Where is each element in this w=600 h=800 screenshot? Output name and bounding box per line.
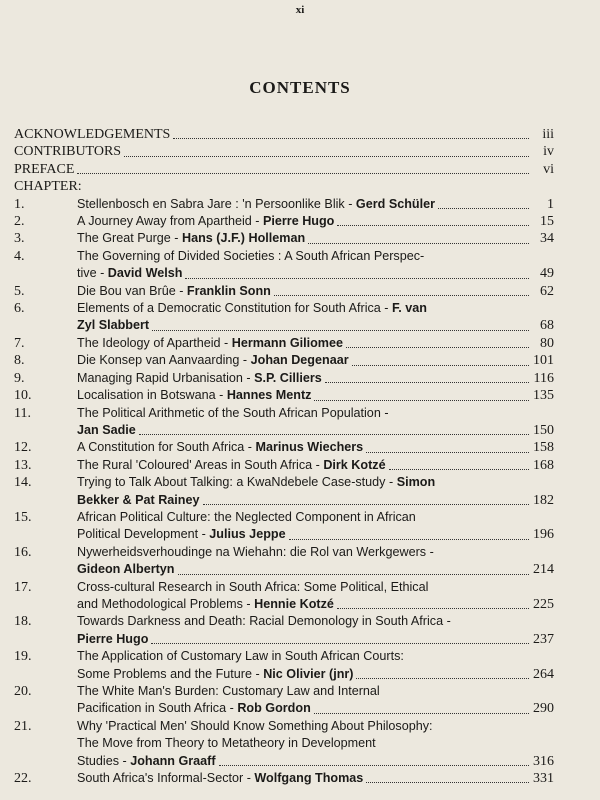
- chapter-page: 237: [533, 631, 554, 647]
- chapter-title: Political Development - Julius Jeppe: [77, 527, 286, 542]
- chapter-title: Localisation in Botswana - Hannes Mentz: [77, 388, 312, 403]
- chapter-number: 9.: [14, 370, 25, 386]
- table-of-contents: [14, 126, 554, 787]
- chapter-list: [14, 196, 554, 788]
- chapter-entry-line: [14, 579, 554, 596]
- chapter-title: Nywerheidsverhoudinge na Wiehahn: die Rol van Werkgewers -: [77, 544, 434, 559]
- chapter-entry: [14, 492, 554, 509]
- chapter-page: 34: [540, 231, 554, 247]
- chapter-author: Simon: [396, 475, 436, 490]
- chapter-author: Pierre Hugo: [77, 631, 149, 646]
- chapter-title: Cross-cultural Research in South Africa: Some Political, Ethical: [77, 579, 429, 594]
- chapter-author: Hermann Giliomee: [231, 335, 344, 350]
- chapter-author: Dirk Kotzé: [323, 457, 386, 472]
- dot-leader: [314, 400, 529, 401]
- chapter-title: A Journey Away from Apartheid - Pierre Hugo: [77, 214, 335, 229]
- chapter-entry: [14, 230, 554, 247]
- chapter-author: Gerd Schüler: [355, 196, 436, 211]
- chapter-author: Johann Graaff: [130, 753, 216, 768]
- chapter-title: The Political Arithmetic of the South African Population -: [77, 405, 389, 420]
- dot-leader: [308, 243, 529, 244]
- chapter-author: Hannes Mentz: [226, 388, 312, 403]
- dot-leader: [178, 574, 530, 575]
- dot-leader: [151, 643, 529, 644]
- chapter-entry: [14, 387, 554, 404]
- entry-label: PREFACE: [14, 161, 75, 177]
- chapter-title: South Africa's Informal-Sector - Wolfgang Thomas: [77, 771, 364, 786]
- chapter-number: 3.: [14, 231, 25, 247]
- chapter-title: Pacification in South Africa - Rob Gordon: [77, 701, 311, 716]
- chapter-author: S.P. Cilliers: [254, 370, 322, 385]
- dot-leader: [152, 330, 529, 331]
- chapter-page: 264: [533, 666, 554, 682]
- chapter-entry: [14, 422, 554, 439]
- chapter-entry-line: [14, 509, 554, 526]
- chapter-number: 13.: [14, 457, 32, 473]
- chapter-title: Die Bou van Brûe - Franklin Sonn: [77, 283, 271, 298]
- front-matter: [14, 126, 554, 178]
- chapter-entry-line: [14, 248, 554, 265]
- chapter-title: [77, 631, 148, 648]
- chapter-page: 135: [533, 388, 554, 404]
- chapter-title: The White Man's Burden: Customary Law and Internal: [77, 684, 380, 698]
- chapter-author: Pierre Hugo: [262, 214, 335, 229]
- chapter-author: F. van: [391, 301, 427, 316]
- dot-leader: [337, 608, 529, 609]
- dot-leader: [352, 365, 529, 366]
- chapter-title: Towards Darkness and Death: Racial Demonology in South Africa -: [77, 614, 451, 629]
- chapter-entry: [14, 700, 554, 717]
- dot-leader: [438, 208, 529, 209]
- chapter-number: 22.: [14, 771, 32, 787]
- dot-leader: [314, 713, 529, 714]
- chapter-author: Johan Degenaar: [250, 353, 349, 368]
- dot-leader: [366, 452, 529, 453]
- chapter-entry: [14, 770, 554, 787]
- chapter-author: Bekker & Pat Rainey: [77, 492, 200, 507]
- page-title: CONTENTS: [249, 78, 351, 97]
- chapter-title: [77, 422, 136, 439]
- chapter-entry: [14, 457, 554, 474]
- chapter-page: 182: [533, 492, 554, 508]
- chapter-number: 14.: [14, 475, 32, 491]
- chapter-entry: [14, 213, 554, 230]
- chapter-number: 2.: [14, 214, 25, 230]
- chapter-entry-line: [14, 300, 554, 317]
- chapter-title: Trying to Talk About Talking: a KwaNdebele Case-study - Simon: [77, 475, 436, 490]
- chapter-entry: [14, 439, 554, 456]
- chapter-page: 168: [533, 457, 554, 473]
- chapter-page: 196: [533, 527, 554, 543]
- entry-page: iii: [542, 127, 554, 142]
- chapter-entry-line: [14, 474, 554, 491]
- chapter-title: [77, 317, 149, 334]
- chapter-author: Gideon Albertyn: [77, 562, 175, 577]
- toc-entry: [14, 161, 554, 178]
- chapter-number: 7.: [14, 335, 25, 351]
- dot-leader: [139, 434, 529, 435]
- chapter-author: Nic Olivier (jnr): [263, 666, 354, 681]
- chapter-entry-line: [14, 648, 554, 665]
- chapter-entry: [14, 317, 554, 334]
- chapter-number: 4.: [14, 248, 25, 264]
- chapter-entry: [14, 283, 554, 300]
- chapter-number: 8.: [14, 353, 25, 369]
- chapter-page: 49: [540, 266, 554, 282]
- chapter-title: The Rural 'Coloured' Areas in South Africa - Dirk Kotzé: [77, 457, 386, 472]
- chapter-title: The Move from Theory to Metatheory in Development: [77, 736, 376, 751]
- chapter-page: 150: [533, 422, 554, 438]
- chapter-entry: [14, 265, 554, 282]
- chapter-number: 10.: [14, 388, 32, 404]
- chapter-entry: [14, 561, 554, 578]
- chapter-entry-line: [14, 718, 554, 735]
- chapter-entry-line: [14, 735, 554, 752]
- dot-leader: [124, 156, 529, 157]
- chapter-title: African Political Culture: the Neglected Component in African: [77, 509, 416, 524]
- chapter-entry-line: [14, 613, 554, 630]
- dot-leader: [356, 678, 529, 679]
- entry-label: CONTRIBUTORS: [14, 144, 122, 160]
- chapter-entry-line: [14, 683, 554, 700]
- chapter-author: Julius Jeppe: [209, 527, 286, 542]
- chapter-title: Die Konsep van Aanvaarding - Johan Degenaar: [77, 353, 349, 368]
- chapter-page: 214: [533, 562, 554, 578]
- chapter-number: 17.: [14, 579, 32, 595]
- chapter-title: Managing Rapid Urbanisation - S.P. Cilliers: [77, 370, 322, 385]
- chapter-entry: [14, 370, 554, 387]
- chapter-heading: CHAPTER:: [14, 179, 82, 195]
- chapter-number: 19.: [14, 649, 32, 665]
- toc-entry: [14, 143, 554, 160]
- chapter-entry: [14, 335, 554, 352]
- chapter-title: Elements of a Democratic Constitution for South Africa - F. van: [77, 301, 427, 316]
- dot-leader: [219, 765, 529, 766]
- chapter-author: Marinus Wiechers: [255, 440, 364, 455]
- chapter-author: Zyl Slabbert: [77, 318, 150, 333]
- chapter-author: David Welsh: [107, 266, 183, 281]
- chapter-page: 290: [533, 701, 554, 717]
- chapter-page: 101: [533, 353, 554, 369]
- chapter-title: [77, 561, 175, 578]
- chapter-number: 21.: [14, 718, 32, 734]
- chapter-number: 6.: [14, 301, 25, 317]
- dot-leader: [289, 539, 529, 540]
- chapter-title: The Application of Customary Law in South African Courts:: [77, 649, 404, 664]
- chapter-number: 20.: [14, 684, 32, 699]
- chapter-page: 225: [533, 596, 554, 612]
- chapter-author: Hennie Kotzé: [254, 596, 334, 611]
- chapter-entry: [14, 666, 554, 683]
- chapter-entry: [14, 596, 554, 613]
- chapter-entry-line: [14, 405, 554, 422]
- page-number: xi: [295, 4, 305, 16]
- chapter-entry: [14, 631, 554, 648]
- chapter-title: Some Problems and the Future - Nic Olivier (jnr): [77, 666, 354, 681]
- chapter-title: The Governing of Divided Societies : A South African Perspec-: [77, 248, 425, 263]
- chapter-number: 18.: [14, 614, 32, 630]
- chapter-entry: [14, 753, 554, 770]
- dot-leader: [346, 347, 529, 348]
- chapter-title: and Methodological Problems - Hennie Kotzé: [77, 596, 334, 611]
- chapter-entry: [14, 196, 554, 213]
- chapter-title: tive - David Welsh: [77, 266, 183, 281]
- dot-leader: [185, 278, 529, 279]
- chapter-page: 116: [533, 370, 554, 386]
- dot-leader: [274, 295, 529, 296]
- dot-leader: [366, 782, 529, 783]
- chapter-title: The Great Purge - Hans (J.F.) Holleman: [77, 231, 306, 246]
- chapter-page: 158: [533, 440, 554, 456]
- chapter-page: 331: [533, 771, 554, 787]
- dot-leader: [77, 173, 529, 174]
- chapter-number: 11.: [14, 405, 31, 421]
- chapter-page: 68: [540, 318, 554, 334]
- chapter-title: Studies - Johann Graaff: [77, 753, 216, 768]
- chapter-number: 5.: [14, 283, 25, 299]
- chapter-page: 316: [533, 753, 554, 769]
- dot-leader: [325, 382, 529, 383]
- entry-page: iv: [543, 144, 554, 160]
- chapter-page: 62: [540, 283, 554, 299]
- entry-label: ACKNOWLEDGEMENTS: [14, 127, 171, 142]
- chapter-entry: [14, 526, 554, 543]
- chapter-number: 15.: [14, 509, 32, 525]
- chapter-title: [77, 492, 200, 509]
- chapter-author: Rob Gordon: [237, 701, 311, 716]
- chapter-page: 15: [540, 214, 554, 230]
- dot-leader: [173, 138, 529, 139]
- chapter-page: 1: [547, 196, 554, 212]
- chapter-number: 12.: [14, 440, 32, 456]
- chapter-author: Hans (J.F.) Holleman: [182, 231, 306, 246]
- chapter-title: Why 'Practical Men' Should Know Something About Philosophy:: [77, 718, 433, 733]
- dot-leader: [389, 469, 529, 470]
- dot-leader: [337, 225, 529, 226]
- chapter-title: Stellenbosch en Sabra Jare : 'n Persoonlike Blik - Gerd Schüler: [77, 196, 436, 211]
- chapter-number: 16.: [14, 544, 32, 560]
- chapter-title: A Constitution for South Africa - Marinus Wiechers: [77, 440, 364, 455]
- dot-leader: [203, 504, 529, 505]
- chapter-author: Jan Sadie: [77, 422, 136, 437]
- chapter-entry-line: [14, 544, 554, 561]
- chapter-author: Franklin Sonn: [186, 283, 271, 298]
- toc-entry: [14, 126, 554, 143]
- chapter-number: 1.: [14, 196, 25, 212]
- chapter-author: Wolfgang Thomas: [254, 771, 364, 786]
- chapter-page: 80: [540, 335, 554, 351]
- entry-page: vi: [543, 161, 554, 177]
- chapter-title: The Ideology of Apartheid - Hermann Giliomee: [77, 335, 344, 350]
- chapter-entry: [14, 352, 554, 369]
